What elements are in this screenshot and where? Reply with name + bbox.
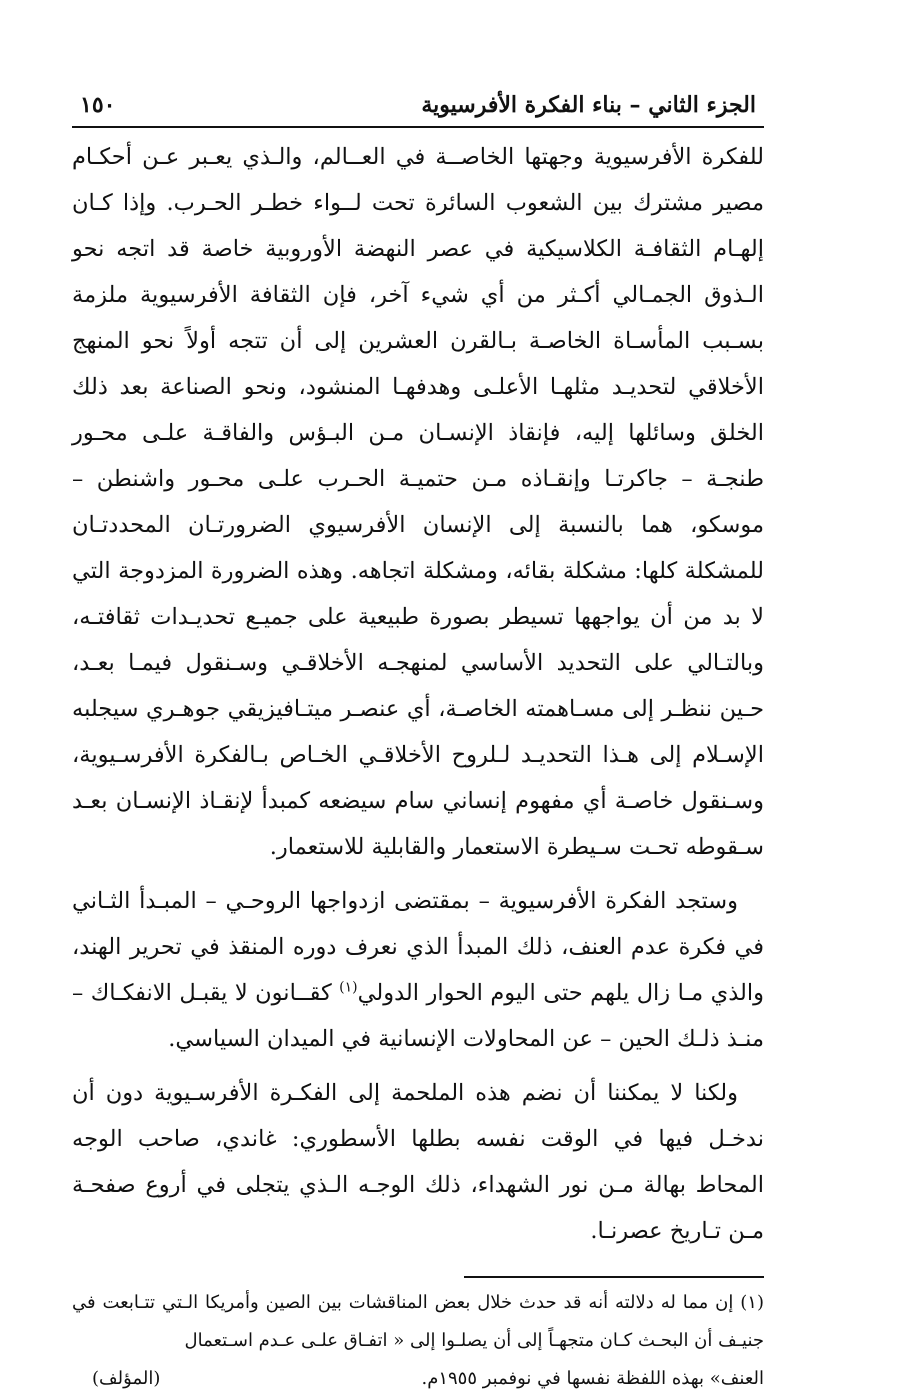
paragraph-3: ولكنا لا يمكننا أن نضم هذه الملحمة إلى الفكـرة الأفرسـيوية دون أن ندخـل فيها في الوقت نفسه بطلها الأسطوري: غاندي، صاحب الوجه المحاط بهالة مـن نور الشهداء، ذلك الوجـه الـذي يتجلى في أروع صفحـة مـن تـاريخ عصرنـا.	[72, 1080, 764, 1244]
footnote-separator	[464, 1276, 764, 1278]
author-note: (المؤلف)	[92, 1368, 161, 1389]
paragraph-1: للفكرة الأفرسيوية وجهتها الخاصــة في العــالم، والـذي يعـبر عـن أحكـام مصير مشترك بين الشعوب السائرة تحت لــواء خطـر الحـرب. وإذا كـان إلهـام الثقافـة الكلاسيكية في عصر النهضة الأوروبية خاصة قد اتجه نحو الـذوق الجمـالي أكـثر من أي شيء آخر، فإن الثقافة الأفرسيوية ملزمة بسـبب المأسـاة الخاصـة بـالقرن العشرين إلى أن تتجه أولاً نحو المنهج الأخلاقي لتحديـد مثلهـا الأعلـى وهدفهـا المنشود، ونحو الصناعة بعد ذلك الخلق وسائلها إليه، فإنقاذ الإنسـان مـن البـؤس والفاقـة علـى محـور طنجـة – جاكرتـا وإنقـاذه مـن حتميـة الحـرب علـى محـور واشنطن – موسكو، هما بالنسبة إلى الإنسان الأفرسيوي الضرورتـان المحددتـان للمشكلة كلها: مشكلة بقائه، ومشكلة اتجاهه. وهذه الضرورة المزدوجة التي لا بد من أن يواجهها تسيطر بصورة طبيعية على جميـع تحديـدات ثقافتـه، وبالتـالي على التحديد الأساسي لمنهجـه الأخلاقـي وسـنقول فيمـا بعـد، حـين ننظـر إلى مسـاهمته الخاصـة، أي عنصـر ميتـافيزيقي جوهـري سيجلبه الإسـلام إلى هـذا التحديـد لـلروح الأخلاقـي الخـاص بـالفكرة الأفرسـيوية، وسـنقول خاصـة أي مفهوم إنساني سام سيضعه كمبدأ لإنقـاذ الإنسـان بعـد سـقوطه تحـت سـيطرة الاستعمار والقابلية للاستعمار.	[72, 144, 764, 860]
paragraph-2-text-a: وستجد الفكرة الأفرسيوية – بمقتضى ازدواجها الروحـي – المبـدأ الثـاني في فكرة عدم العنف، ذلك المبدأ الذي نعرف دوره المنقذ في تحرير الهند، والذي مـا زال يلهم حتى اليوم الحوار الدولي	[72, 888, 764, 1006]
footnote-reference[interactable]: (١)	[339, 979, 358, 996]
running-header	[72, 92, 764, 128]
chapter-title: الجزء الثاني – بناء الفكرة الأفرسيوية	[421, 92, 756, 118]
footnote	[72, 1284, 764, 1398]
book-page	[72, 92, 764, 1398]
footnote-text-end: العنف» بهذه اللفظة نفسها في نوفمبر ١٩٥٥م.	[421, 1368, 764, 1389]
footnote-text: (١) إن مما له دلالته أنه قد حدث خلال بعض المناقشات بين الصين وأمريكا الـتي تتـابعت في جنيـف أن البحـث كـان متجهـاً إلى أن يصلـوا إلى « اتفـاق علـى عـدم اسـتعمال	[72, 1292, 764, 1351]
paragraph-2-text-b: كقــانون لا يقبـل الانفكـاك – منـذ ذلـك الحين – عن المحاولات الإنسانية في الميدان السياسي.	[72, 980, 764, 1052]
paragraph-2	[72, 878, 764, 1062]
page-number: ١٥٠	[80, 92, 116, 118]
footnote-last-line	[72, 1360, 764, 1398]
body-text	[72, 134, 764, 1254]
